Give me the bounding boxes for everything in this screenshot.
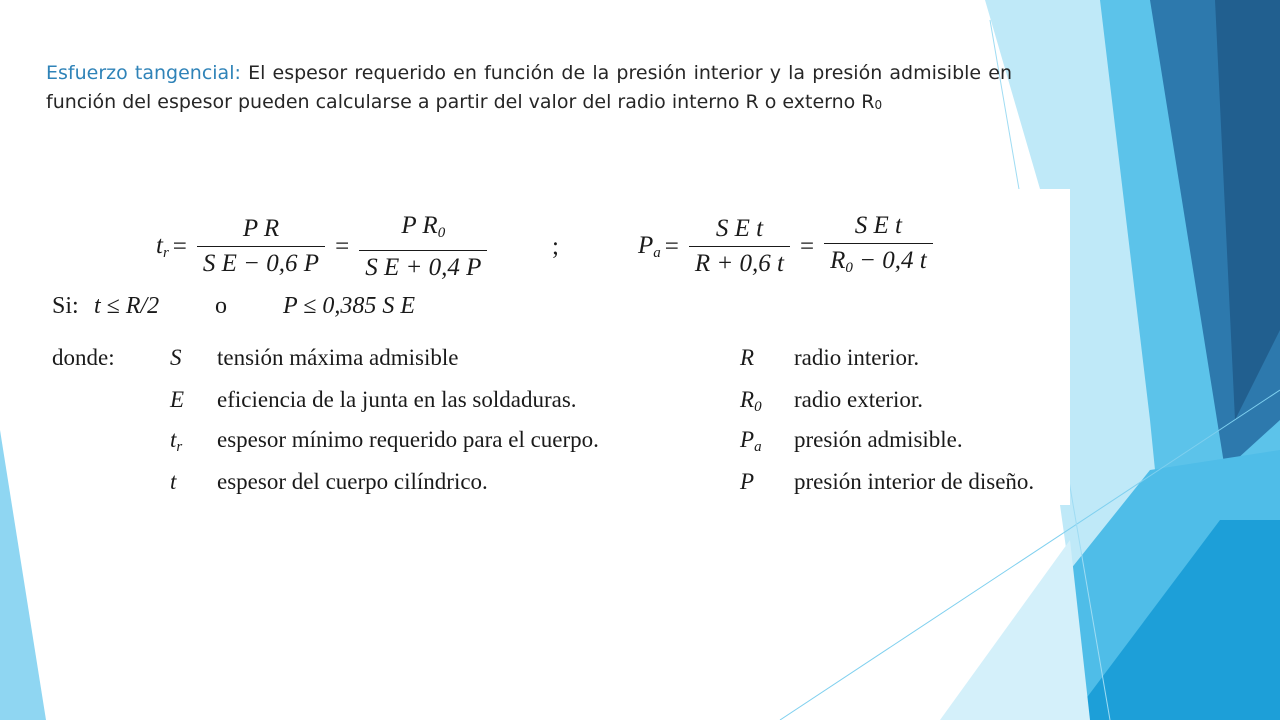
condition-expr-1: t ≤ R/2 xyxy=(94,293,160,319)
def-text: radio interior. xyxy=(794,345,920,370)
def-symbol: t xyxy=(170,469,177,494)
def-text: tensión máxima admisible xyxy=(217,345,459,370)
def-symbol: R xyxy=(740,345,755,370)
def-text: presión admisible. xyxy=(794,427,963,452)
def-symbol: E xyxy=(170,387,185,412)
def-symbol: $R_0$ xyxy=(740,387,762,415)
intro-text: El espesor requerido en función de la presión interior y la presión admisible en función del espesor pueden calcularse a partir del valor del radio interno R o externo R xyxy=(46,62,1013,113)
condition-connector: o xyxy=(215,293,227,319)
pa-fraction-2: $\frac{\text{S E t}}{R_0 - 0,4 t}$ xyxy=(824,213,933,281)
definitions-label: donde: xyxy=(52,345,115,370)
equals-sign: = xyxy=(335,232,350,260)
formula-tr xyxy=(156,209,493,284)
equals-sign: = xyxy=(664,232,679,260)
formula-pa xyxy=(638,209,939,284)
def-text: eficiencia de la junta en las soldaduras. xyxy=(217,387,577,412)
def-text: radio exterior. xyxy=(794,387,924,412)
def-symbol: $t_r$ xyxy=(170,427,183,455)
def-text: espesor mínimo requerido para el cuerpo. xyxy=(217,427,599,452)
def-text: presión interior de diseño. xyxy=(794,469,1035,494)
formula-separator: ; xyxy=(552,232,559,260)
pa-lhs: $P_a$ xyxy=(638,231,661,261)
equals-sign: = xyxy=(799,232,815,260)
intro-subscript: 0 xyxy=(874,98,883,112)
formula-panel xyxy=(38,189,1070,505)
bottom-pale-wedge xyxy=(940,540,1090,720)
equals-sign: = xyxy=(172,232,187,260)
def-symbol: $P_a$ xyxy=(740,427,762,455)
tr-fraction-1: $\frac{\text{P R}}{\text{S E − 0,6 P}}$ xyxy=(197,216,325,277)
tr-lhs: $t_r$ xyxy=(156,231,169,261)
condition-label: Si: xyxy=(52,293,79,319)
def-text: espesor del cuerpo cilíndrico. xyxy=(217,469,488,494)
pa-fraction-1: $\frac{\text{S E t}}{R + 0,6 t}$ xyxy=(689,216,790,277)
tr-fraction-2: $\frac{P R_0}{\text{S E + 0,4 P}}$ xyxy=(359,213,487,281)
def-symbol: S xyxy=(170,345,182,370)
intro-lead: Esfuerzo tangencial: xyxy=(46,62,241,84)
condition-expr-2: P ≤ 0,385 S E xyxy=(283,293,416,319)
intro-paragraph xyxy=(46,59,1012,120)
def-symbol: P xyxy=(740,469,755,494)
